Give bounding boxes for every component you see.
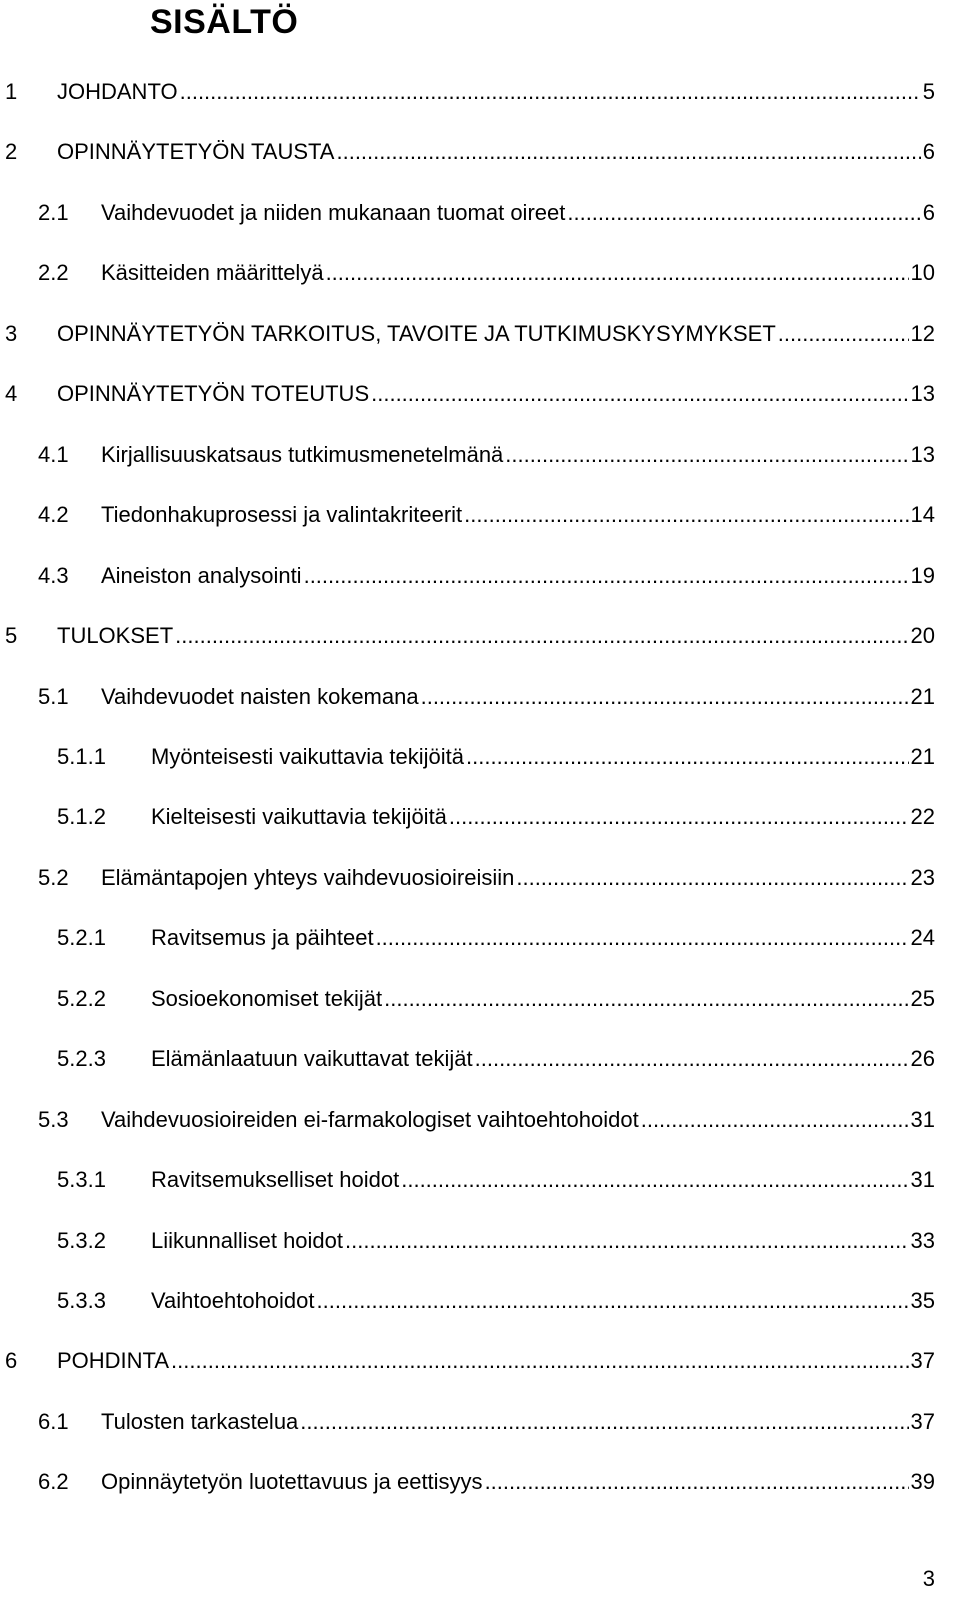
toc-leader-dots (516, 861, 908, 895)
toc-entry-row (57, 377, 935, 411)
toc-entry-number: 5.2.1 (57, 925, 106, 951)
toc-entry-row (101, 1103, 935, 1137)
toc-entry-row (57, 1344, 935, 1378)
toc-entry[interactable] (0, 982, 960, 1016)
toc-entry-title: Vaihtoehtohoidot (151, 1288, 315, 1313)
toc-entry-number: 5.2.3 (57, 1046, 106, 1072)
toc-entry-number: 2.2 (38, 260, 69, 286)
toc-entry-title: Sosioekonomiset tekijät (151, 985, 383, 1011)
toc-leader-dots (376, 921, 909, 955)
toc-entry[interactable] (0, 619, 960, 653)
toc-entry-page: 31 (910, 1167, 935, 1193)
toc-entry[interactable] (0, 559, 960, 593)
toc-entry-number: 5.1 (38, 683, 69, 709)
toc-entry-number: 4.1 (38, 441, 69, 467)
toc-leader-dots (778, 317, 909, 351)
toc-entry-page: 26 (910, 1046, 935, 1072)
toc-entry-row (101, 256, 935, 290)
toc-leader-dots (567, 196, 920, 230)
toc-leader-dots (466, 740, 908, 774)
toc-entry-title: Ravitsemukselliset hoidot (151, 1167, 400, 1193)
toc-entry[interactable] (0, 1284, 960, 1318)
toc-entry[interactable] (0, 861, 960, 895)
toc-entry[interactable] (0, 438, 960, 472)
toc-entry-number: 5.2.2 (57, 985, 106, 1011)
toc-entry[interactable] (0, 1465, 960, 1499)
toc-entry-title: Vaihdevuosioireiden ei-farmakologiset vaihtoehtohoidot (101, 1106, 639, 1132)
toc-entry-number: 5.2 (38, 864, 69, 890)
toc-entry-title: OPINNÄYTETYÖN TOTEUTUS (57, 381, 370, 407)
toc-entry-number: 6 (5, 1348, 18, 1374)
toc-entry-row (151, 1224, 935, 1258)
toc-entry[interactable] (0, 1103, 960, 1137)
toc-entry-title: Myönteisesti vaikuttavia tekijöitä (151, 743, 465, 769)
toc-entry-page: 25 (910, 985, 935, 1011)
toc-entry[interactable] (0, 1163, 960, 1197)
toc-entry-row (101, 1465, 935, 1499)
toc-entry-number: 5.3.2 (57, 1227, 106, 1253)
toc-entry-row (101, 1405, 935, 1439)
toc-entry-title: OPINNÄYTETYÖN TARKOITUS, TAVOITE JA TUTKIMUSKYSYMYKSET (57, 320, 776, 346)
toc-entry-page: 24 (910, 925, 935, 951)
toc-entry-number: 5.1.1 (57, 743, 106, 769)
toc-entry-title: TULOKSET (57, 623, 174, 649)
toc-leader-dots (475, 1042, 909, 1076)
toc-leader-dots (384, 982, 908, 1016)
toc-entry[interactable] (0, 1344, 960, 1378)
toc-entry-page: 13 (910, 441, 935, 467)
toc-entry-page: 31 (910, 1106, 935, 1132)
toc-entry-page: 6 (922, 139, 935, 165)
toc-leader-dots (421, 680, 909, 714)
toc-leader-dots (505, 438, 908, 472)
toc-entry-row (101, 559, 935, 593)
toc-leader-dots (485, 1465, 909, 1499)
toc-entry-page: 37 (910, 1348, 935, 1374)
toc-entry[interactable] (0, 256, 960, 290)
toc-entry-page: 23 (910, 864, 935, 890)
toc-entry-row (151, 800, 935, 834)
toc-entry-number: 5.3.1 (57, 1167, 106, 1193)
toc-entry-title: Kielteisesti vaikuttavia tekijöitä (151, 804, 447, 830)
toc-entry-row (101, 196, 935, 230)
toc-leader-dots (336, 135, 920, 169)
toc-entry-number: 4.2 (38, 502, 69, 528)
toc-entry-page: 35 (910, 1288, 935, 1313)
toc-entry-title: OPINNÄYTETYÖN TAUSTA (57, 139, 335, 165)
toc-entry-row (101, 861, 935, 895)
toc-entry-number: 5.3 (38, 1106, 69, 1132)
toc-entry-title: Käsitteiden määrittelyä (101, 260, 324, 286)
toc-entry[interactable] (0, 1042, 960, 1076)
toc-leader-dots (304, 559, 909, 593)
toc-entry-number: 4.3 (38, 562, 69, 588)
toc-leader-dots (317, 1284, 909, 1318)
toc-leader-dots (641, 1103, 909, 1137)
toc-entry-page: 14 (910, 502, 935, 528)
toc-entry-number: 6.2 (38, 1469, 69, 1495)
toc-entry[interactable] (0, 1224, 960, 1258)
toc-entry-number: 5 (5, 623, 18, 649)
toc-entry-title: Vaihdevuodet naisten kokemana (101, 683, 419, 709)
toc-entry-row (151, 1284, 935, 1318)
toc-entry[interactable] (0, 498, 960, 532)
toc-entry-title: Ravitsemus ja päihteet (151, 925, 374, 951)
toc-entry-title: Liikunnalliset hoidot (151, 1227, 344, 1253)
toc-entry-number: 5.1.2 (57, 804, 106, 830)
toc-entry-page: 19 (910, 562, 935, 588)
toc-entry-page: 21 (910, 683, 935, 709)
toc-entry[interactable] (0, 1405, 960, 1439)
toc-entry-page: 39 (910, 1469, 935, 1495)
toc-leader-dots (345, 1224, 908, 1258)
toc-entry-number: 4 (5, 381, 18, 407)
toc-entry-title: Vaihdevuodet ja niiden mukanaan tuomat oireet (101, 199, 566, 225)
toc-entry[interactable] (0, 75, 960, 109)
toc-entry-row (151, 740, 935, 774)
toc-entry-row (151, 921, 935, 955)
toc-entry[interactable] (0, 377, 960, 411)
toc-entry-title: Elämäntapojen yhteys vaihdevuosioireisiin (101, 864, 515, 890)
toc-entry[interactable] (0, 680, 960, 714)
toc-entry-title: Tulosten tarkastelua (101, 1408, 299, 1434)
toc-entry[interactable] (0, 800, 960, 834)
toc-entry-row (101, 498, 935, 532)
toc-leader-dots (401, 1163, 908, 1197)
toc-entry-number: 1 (5, 79, 18, 104)
toc-entry-row (151, 1163, 935, 1197)
toc-leader-dots (464, 498, 908, 532)
toc-entry-title: Elämänlaatuun vaikuttavat tekijät (151, 1046, 473, 1072)
toc-entry-page: 12 (910, 320, 935, 346)
toc-entry-page: 20 (910, 623, 935, 649)
toc-entry[interactable] (0, 317, 960, 351)
page-number: 3 (922, 1566, 935, 1591)
toc-entry-page: 13 (910, 381, 935, 407)
toc-entry-row (151, 982, 935, 1016)
toc-entry[interactable] (0, 740, 960, 774)
toc-entry-page: 21 (910, 743, 935, 769)
toc-entry-row (57, 317, 935, 351)
toc-heading: SISÄLTÖ (150, 3, 299, 41)
toc-entry-title: Opinnäytetyön luotettavuus ja eettisyys (101, 1469, 483, 1495)
toc-entry-title: Tiedonhakuprosessi ja valintakriteerit (101, 502, 463, 528)
toc-entry-title: Kirjallisuuskatsaus tutkimusmenetelmänä (101, 441, 504, 467)
toc-entry-title: Aineiston analysointi (101, 562, 302, 588)
toc-leader-dots (300, 1405, 908, 1439)
toc-entry[interactable] (0, 921, 960, 955)
toc-entry-page: 10 (910, 260, 935, 286)
toc-entry-page: 5 (922, 79, 935, 104)
toc-entry-row (57, 619, 935, 653)
toc-entry-page: 22 (910, 804, 935, 830)
toc-entry-row (57, 135, 935, 169)
toc-entry[interactable] (0, 196, 960, 230)
toc-entry-row (151, 1042, 935, 1076)
toc-leader-dots (175, 619, 908, 653)
toc-entry-number: 6.1 (38, 1408, 69, 1434)
toc-entry-page: 33 (910, 1227, 935, 1253)
toc-entry-number: 5.3.3 (57, 1288, 106, 1313)
toc-entry-page: 37 (910, 1408, 935, 1434)
toc-leader-dots (171, 1344, 908, 1378)
toc-leader-dots (371, 377, 908, 411)
toc-entry-number: 3 (5, 320, 18, 346)
toc-entry-row (101, 680, 935, 714)
toc-entry[interactable] (0, 135, 960, 169)
toc-entry-number: 2 (5, 139, 18, 165)
toc-leader-dots (180, 75, 921, 109)
toc-leader-dots (326, 256, 909, 290)
toc-entry-title: JOHDANTO (57, 79, 178, 104)
toc-entry-title: POHDINTA (57, 1348, 170, 1374)
toc-entry-row (57, 75, 935, 109)
toc-entry-page: 6 (922, 199, 935, 225)
toc-entry-row (101, 438, 935, 472)
toc-leader-dots (449, 800, 909, 834)
toc-entry-number: 2.1 (38, 199, 69, 225)
